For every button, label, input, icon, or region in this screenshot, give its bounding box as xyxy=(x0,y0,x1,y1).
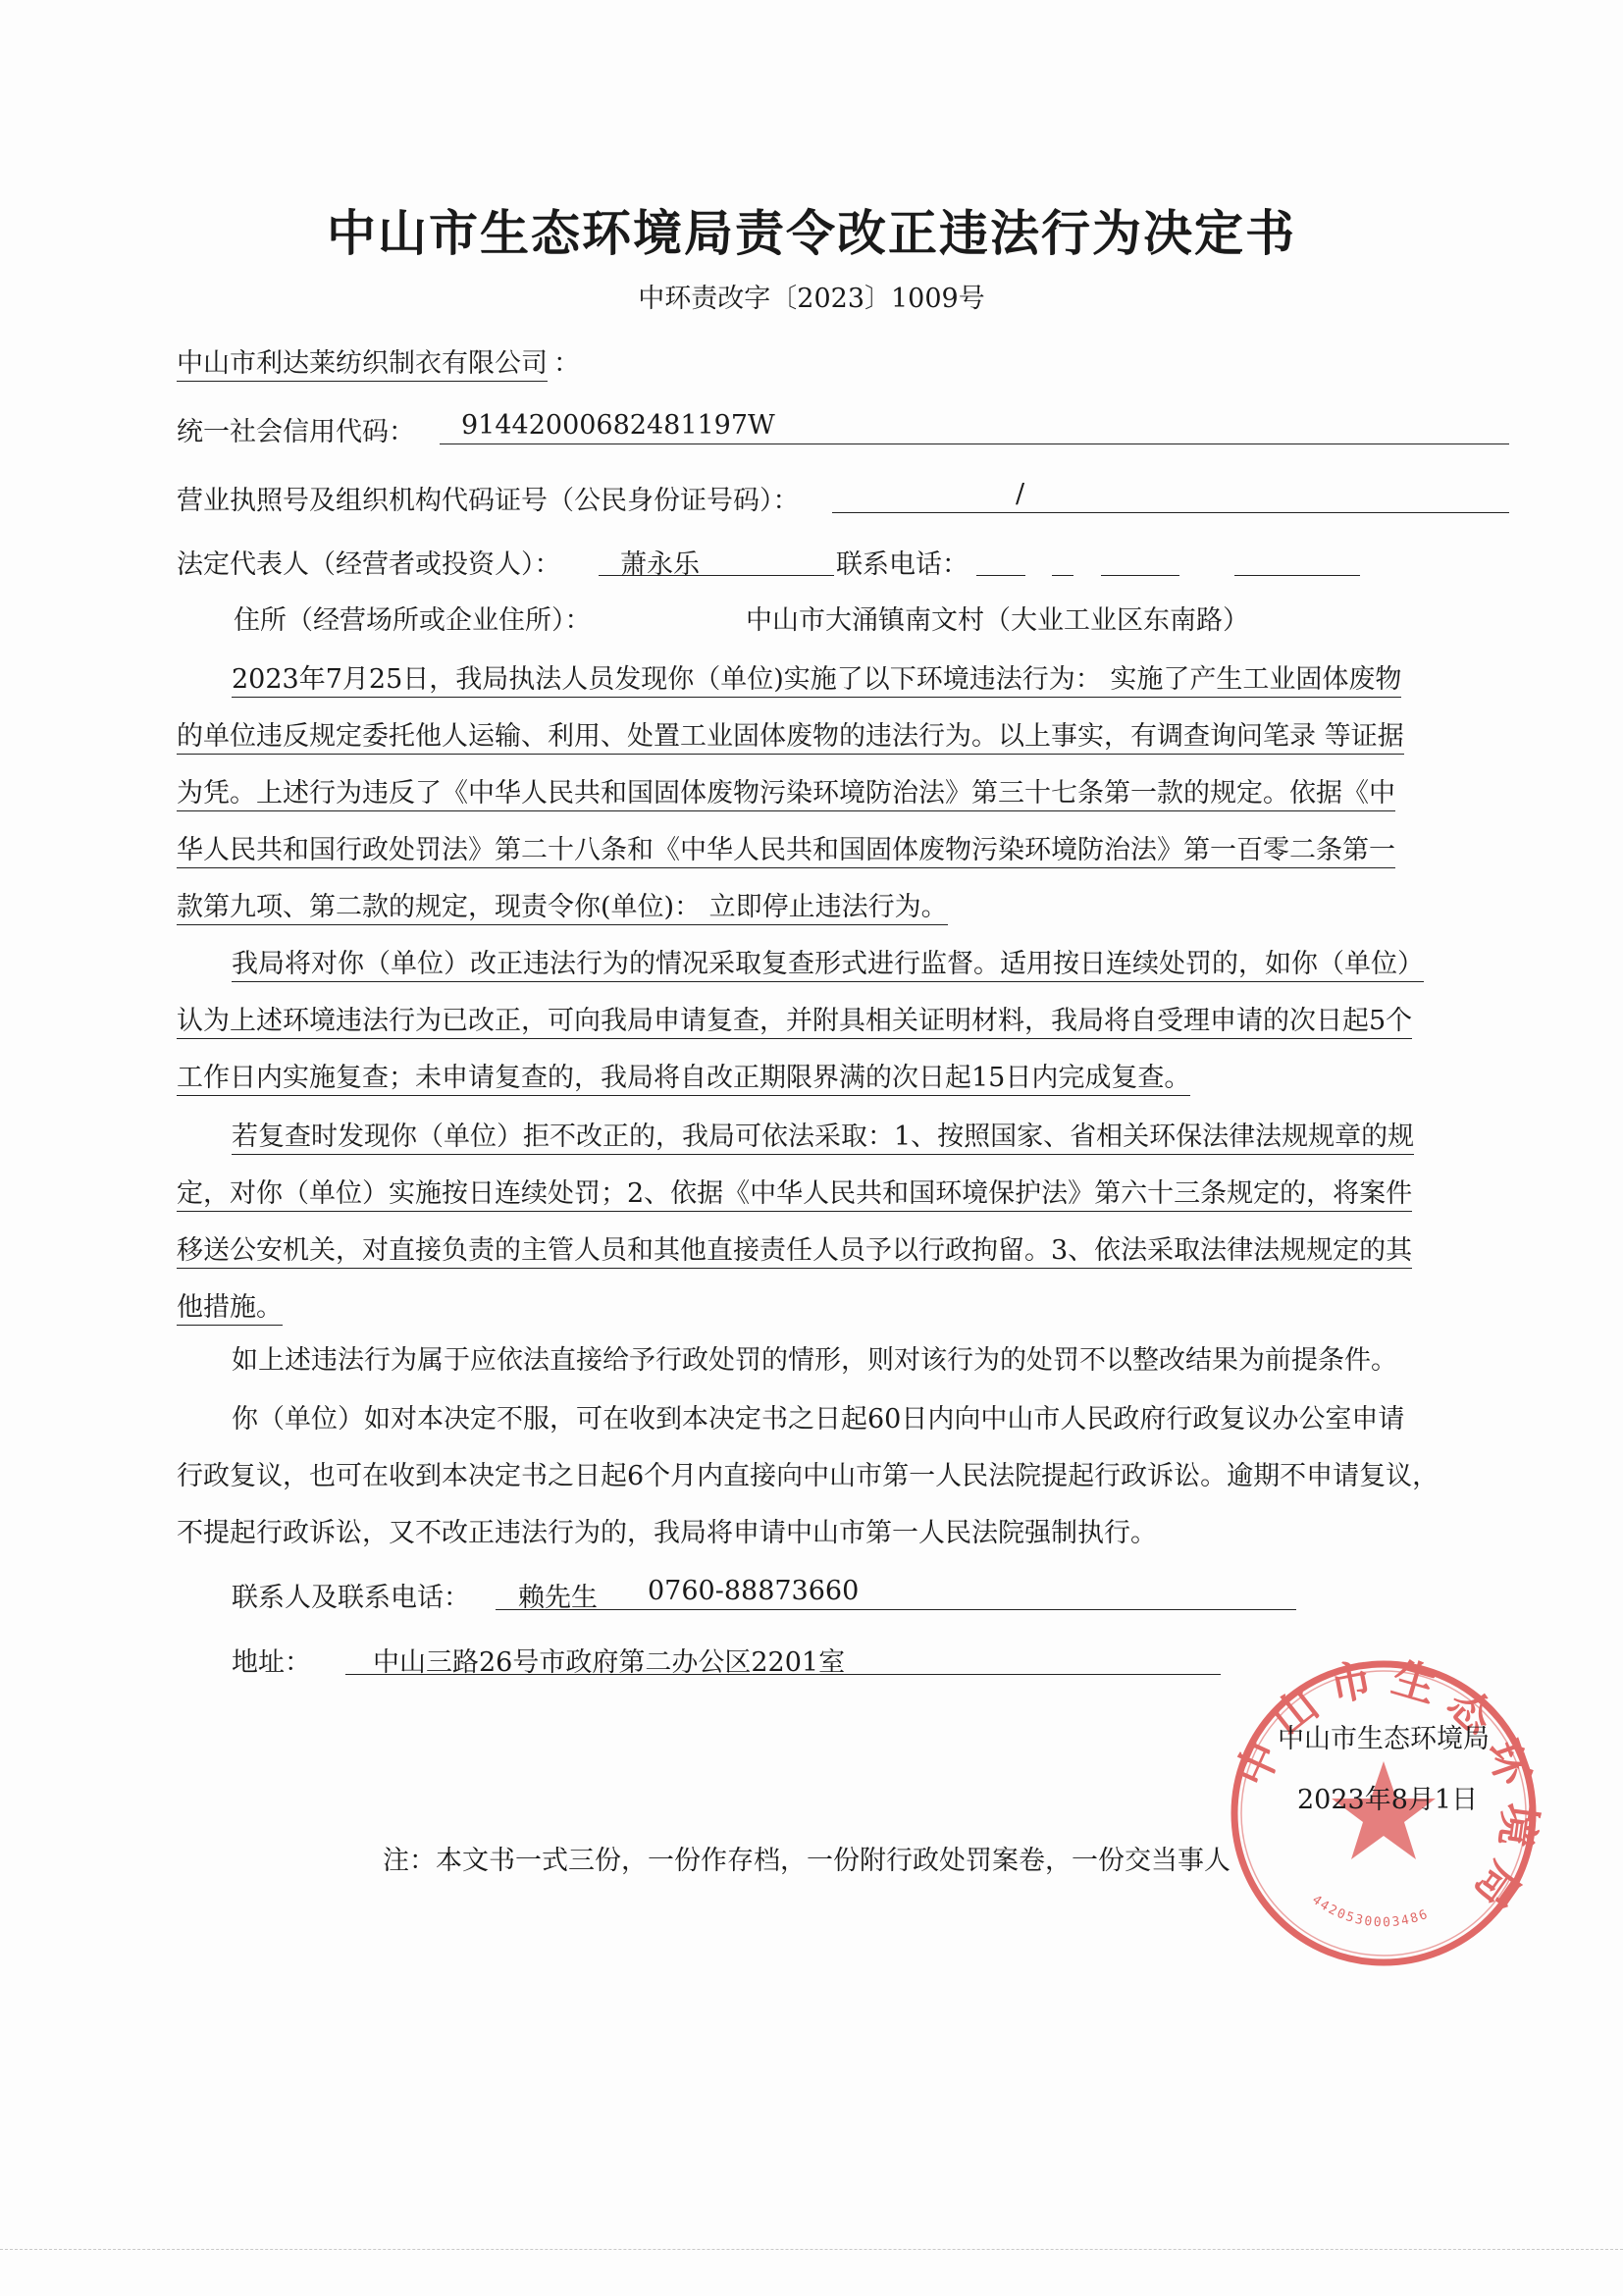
paragraph-line: 认为上述环境违法行为已改正，可向我局申请复查，并附具相关证明材料，我局将自受理申请的次日起5个 xyxy=(177,993,1507,1050)
contact-name: 赖先生 xyxy=(518,1583,598,1613)
paragraph-line: 的单位违反规定委托他人运输、利用、处置工业固体废物的违法行为。以上事实，有调查询问笔录 等证据 xyxy=(177,708,1507,765)
paragraph-review xyxy=(177,936,1507,1107)
seal-text: 中山市生态环境局 xyxy=(1227,1651,1545,1929)
issue-date: 2023年8月1日 xyxy=(1297,1785,1479,1815)
legal-rep-label: 法定代表人（经营者或投资人）： xyxy=(177,549,561,580)
paragraph-line: 若复查时发现你（单位）拒不改正的，我局可依法采取：1、按照国家、省相关环保法律法规规章的规 xyxy=(177,1109,1507,1166)
paragraph-line: 不提起行政诉讼，又不改正违法行为的，我局将申请中山市第一人民法院强制执行。 xyxy=(177,1518,1157,1548)
phone-underline-2 xyxy=(1052,575,1073,576)
paragraph-violation xyxy=(177,652,1507,936)
license-underline xyxy=(832,512,1509,513)
recipient-name: 中山市利达莱纺织制衣有限公司 xyxy=(177,348,548,382)
paragraph-line: 他措施。 xyxy=(177,1279,1507,1336)
paragraph-line: 我局将对你（单位）改正违法行为的情况采取复查形式进行监督。适用按日连续处罚的，如你（单位） xyxy=(177,936,1507,993)
office-address-label: 地址： xyxy=(232,1647,311,1678)
phone-underline-4 xyxy=(1234,575,1360,576)
paragraph-line: 工作日内实施复查；未申请复查的，我局将自改正期限界满的次日起15日内完成复查。 xyxy=(177,1050,1507,1107)
license-label: 营业执照号及组织机构代码证号（公民身份证号码）： xyxy=(177,486,800,516)
paragraph-line: 如上述违法行为属于应依法直接给予行政处罚的情形，则对该行为的处罚不以整改结果为前提条件。 xyxy=(232,1345,1397,1376)
document-number: 中环责改字〔2023〕1009号 xyxy=(638,284,985,314)
paragraph-appeal xyxy=(177,1391,1507,1562)
recipient-line xyxy=(177,341,580,380)
office-address-value: 中山三路26号市政府第二办公区2201室 xyxy=(373,1647,846,1678)
seal-serial: 4420530003486 xyxy=(1309,1892,1432,1931)
contact-phone: 0760-88873660 xyxy=(648,1576,860,1606)
document-title: 中山市生态环境局责令改正违法行为决定书 xyxy=(327,205,1296,262)
credit-code-label: 统一社会信用代码： xyxy=(177,417,415,447)
paragraph-line: 为凭。上述行为违反了《中华人民共和国固体废物污染环境防治法》第三十七条第一款的规定。依据《中 xyxy=(177,765,1507,822)
address-label: 住所（经营场所或企业住所）： xyxy=(234,605,592,636)
paragraph-line: 移送公安机关，对直接负责的主管人员和其他直接责任人员予以行政拘留。3、依法采取法律法规规定的其 xyxy=(177,1223,1507,1279)
recipient-suffix: ： xyxy=(553,348,580,379)
paragraph-line: 你（单位）如对本决定不服，可在收到本决定书之日起60日内向中山市人民政府行政复议办公室申请 xyxy=(232,1404,1405,1435)
contact-underline xyxy=(496,1609,1296,1610)
contact-label: 联系人及联系电话： xyxy=(232,1583,470,1613)
license-value: / xyxy=(1016,479,1025,509)
legal-rep-value: 萧永乐 xyxy=(620,549,700,580)
issuer-name: 中山市生态环境局 xyxy=(1278,1724,1490,1754)
phone-underline-3 xyxy=(1101,575,1179,576)
footnote: 注：本文书一式三份，一份作存档，一份附行政处罚案卷，一份交当事人 xyxy=(383,1846,1230,1876)
phone-label: 联系电话： xyxy=(836,549,969,580)
paragraph-line: 2023年7月25日，我局执法人员发现你（单位)实施了以下环境违法行为： 实施了产生工业固体废物 xyxy=(177,652,1507,708)
credit-code-value: 91442000682481197W xyxy=(461,410,775,441)
address-value: 中山市大涌镇南文村（大业工业区东南路） xyxy=(746,605,1249,636)
paragraph-line: 款第九项、第二款的规定，现责令你(单位)： 立即停止违法行为。 xyxy=(177,879,1507,936)
paragraph-line: 行政复议，也可在收到本决定书之日起6个月内直接向中山市第一人民法院提起行政诉讼。逾期不申请复议， xyxy=(177,1461,1440,1491)
paragraph-refusal xyxy=(177,1109,1507,1336)
svg-text:4420530003486 xyxy=(1309,1893,1432,1931)
scan-edge-divider xyxy=(0,2249,1623,2250)
legal-rep-underline xyxy=(599,575,834,576)
office-address-underline xyxy=(345,1674,1221,1675)
paragraph-line: 华人民共和国行政处罚法》第二十八条和《中华人民共和国固体废物污染环境防治法》第一百零二条第一 xyxy=(177,822,1507,879)
phone-underline-1 xyxy=(976,575,1025,576)
paragraph-penalty xyxy=(177,1332,1507,1389)
paragraph-line: 定，对你（单位）实施按日连续处罚；2、依据《中华人民共和国环境保护法》第六十三条规定的，将案件 xyxy=(177,1166,1507,1223)
